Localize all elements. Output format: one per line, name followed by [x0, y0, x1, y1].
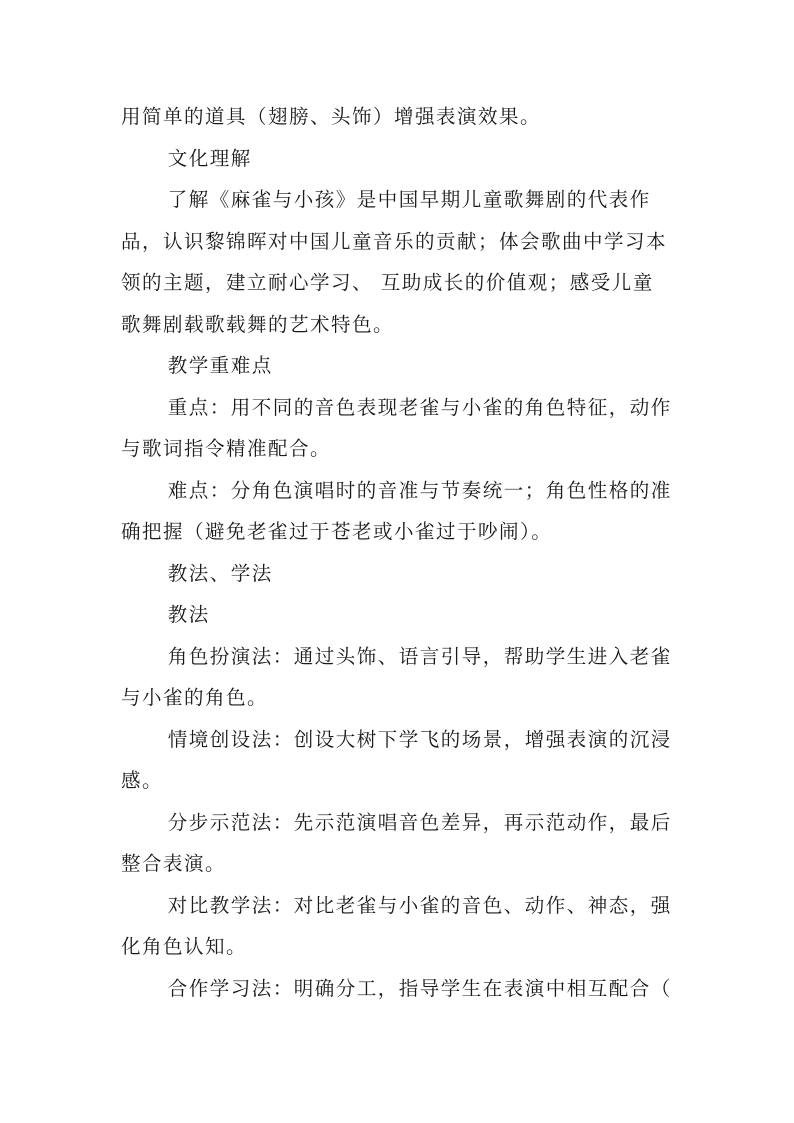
- paragraph-culture-understanding: 了解《麻雀与小孩》是中国早期儿童歌舞剧的代表作品，认识黎锦晖对中国儿童音乐的贡献；体会歌曲中学习本领的主题，建立耐心学习、 互助成长的价值观；感受儿童歌舞剧载歌载舞的艺术特色。: [121, 188, 668, 336]
- heading-key-difficult-points: 教学重难点: [167, 354, 273, 377]
- paragraph-role-play-method: 角色扮演法：通过头饰、语言引导，帮助学生进入老雀与小雀的角色。: [121, 644, 672, 709]
- paragraph-difficult-point: 难点：分角色演唱时的音准与节奏统一；角色性格的准确把握（避免老雀过于苍老或小雀过于吵闹）。: [121, 478, 672, 543]
- heading-teaching-methods: 教法: [167, 603, 210, 626]
- document-body: [121, 96, 673, 1009]
- paragraph-cooperative-method: 合作学习法：明确分工，指导学生在表演中相互配合（: [167, 976, 672, 1000]
- paragraph-situation-method: 情境创设法：创设大树下学飞的场景，增强表演的沉浸感。: [121, 727, 672, 792]
- paragraph-contrast-method: 对比教学法：对比老雀与小雀的音色、动作、神态，强化角色认知。: [121, 893, 672, 958]
- paragraph-key-point: 重点：用不同的音色表现老雀与小雀的角色特征，动作与歌词指令精准配合。: [121, 395, 672, 460]
- paragraph-props: 用简单的道具（翅膀、头饰）增强表演效果。: [121, 105, 542, 128]
- heading-culture-understanding: 文化理解: [167, 146, 252, 170]
- heading-teaching-learning-methods: 教法、学法: [167, 561, 273, 585]
- paragraph-step-demo-method: 分步示范法：先示范演唱音色差异，再示范动作，最后整合表演。: [121, 810, 672, 875]
